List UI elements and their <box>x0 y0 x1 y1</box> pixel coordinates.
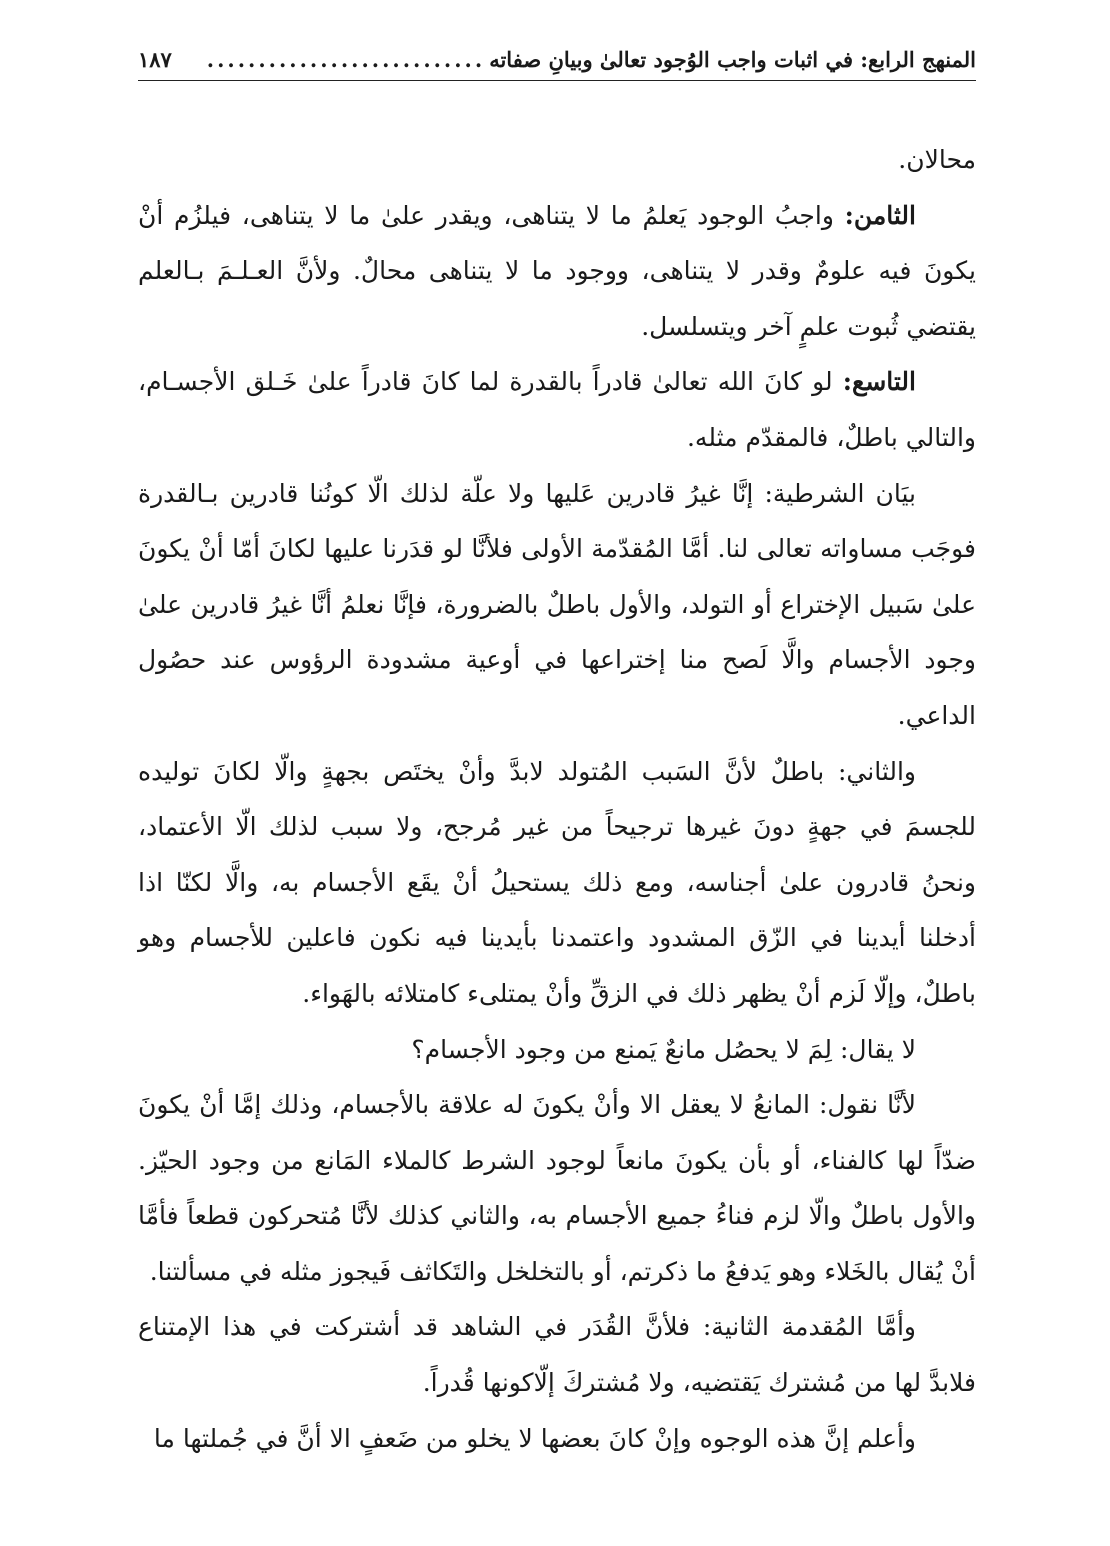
paragraph <box>138 188 976 355</box>
header-rule <box>138 80 976 81</box>
paragraph <box>138 1411 976 1467</box>
running-header-title: المنهج الرابع: في اثبات واجب الوُجود تعالىٰ وبيانِ صفاته <box>489 47 976 72</box>
paragraph-text: وأعلم إنَّ هذه الوجوه وإنْ كانَ بعضها لا يخلو من ضَعفٍ الا أنَّ في جُملتها ما <box>153 1423 916 1453</box>
body-text <box>138 132 976 1466</box>
paragraph-text: محالان. <box>898 145 976 174</box>
paragraph-text: والثاني: باطلٌ لأنَّ السَبب المُتولد لابدَّ وأنْ يختَص بجهةٍ والّا لكانَ توليده للجسمَ في جهةٍ دونَ غيرها ترجيحاً من غير مُرجح، ولا سبب لذلك الّا الأعتماد، ونحنُ قادرون علىٰ أجناسه، ومع ذلك يستحيلُ أنْ يقَع الأجسام به، والَّا لكنّا اذا أدخلنا أيدينا في الزّق المشدود واعتمدنا بأيدينا فيه نكون فاعلين للأجسام وهو باطلٌ، وإلّا لَزم أنْ يظهر ذلك في الزقِّ وأنْ يمتلىء كامتلائه بالهَواء. <box>138 756 976 1008</box>
running-header <box>138 32 976 72</box>
paragraph <box>138 1077 976 1299</box>
paragraph-text: واجبُ الوجود يَعلمُ ما لا يتناهى، ويقدر علىٰ ما لا يتناهى، فيلزُم أنْ يكونَ فيه علومٌ وقدر لا يتناهى، ووجود ما لا يتناهى محالٌ. ولأنَّ العـلـمَ بـالعلم يقتضي ثُبوت علمٍ آخر ويتسلسل. <box>138 200 976 341</box>
paragraph <box>138 1022 976 1078</box>
paragraph-text: لو كانَ الله تعالىٰ قادراً بالقدرة لما كانَ قادراً علىٰ خَـلق الأجسـام، والتالي باطلٌ، فالمقدّم مثله. <box>138 367 976 452</box>
paragraph-text: وأمَّا المُقدمة الثانية: فلأنَّ القُدَر في الشاهد قد أشتركت في هذا الإمتناع فلابدَّ لها من مُشترك يَقتضيه، ولا مُشتركَ إلّاكونها قُدراً. <box>138 1312 976 1398</box>
page-number: ١٨٧ <box>138 47 172 72</box>
paragraph-text: لا يقال: لِمَ لا يحصُل مانعٌ يَمنع من وجود الأجسام؟ <box>411 1034 916 1064</box>
paragraph-text: لأنَّا نقول: المانعُ لا يعقل الا وأنْ يكونَ له علاقة بالأجسام، وذلك إمَّا أنْ يكونَ ضدّاً لها كالفناء، أو بأن يكونَ مانعاً لوجود الشرط كالملاء المَانع من وجود الحيّز. والأول باطلٌ والّا لزم فناءُ جميع الأجسام به، والثاني كذلك لأنَّا مُتحركون قطعاً فأمَّا أنْ يُقال بالخَلاء وهو يَدفعُ ما ذكرتم، أو بالتخلخل والتَكاثف فَيجوز مثله في مسألتنا. <box>138 1090 976 1286</box>
paragraph-lead: الثامن: <box>844 200 916 230</box>
paragraph-lead: التاسع: <box>842 367 916 397</box>
paragraph <box>138 744 976 1022</box>
paragraph-text: بيَان الشرطية: إنَّا غيرُ قادرين عَليها ولا علّة لذلك الّا كونُنا قادرين بـالقدرة فوجَب مساواته تعالى لنا. أمَّا المُقدّمة الأولى فلأنَّا لو قدَرنا عليها لكانَ أمّا أنْ يكونَ علىٰ سَبيل الإختراع أو التولد، والأول باطلٌ بالضرورة، فإنَّا نعلمُ أنَّا غيرُ قادرين علىٰ وجود الأجسام والَّا لَصح منا إختراعها في أوعية مشدودة الرؤوس عند حصُول الداعي. <box>138 478 976 730</box>
paragraph <box>138 466 976 744</box>
paragraph <box>138 132 976 188</box>
paragraph <box>138 354 976 465</box>
paragraph <box>138 1299 976 1410</box>
dot-leader: ........................... <box>206 47 486 72</box>
